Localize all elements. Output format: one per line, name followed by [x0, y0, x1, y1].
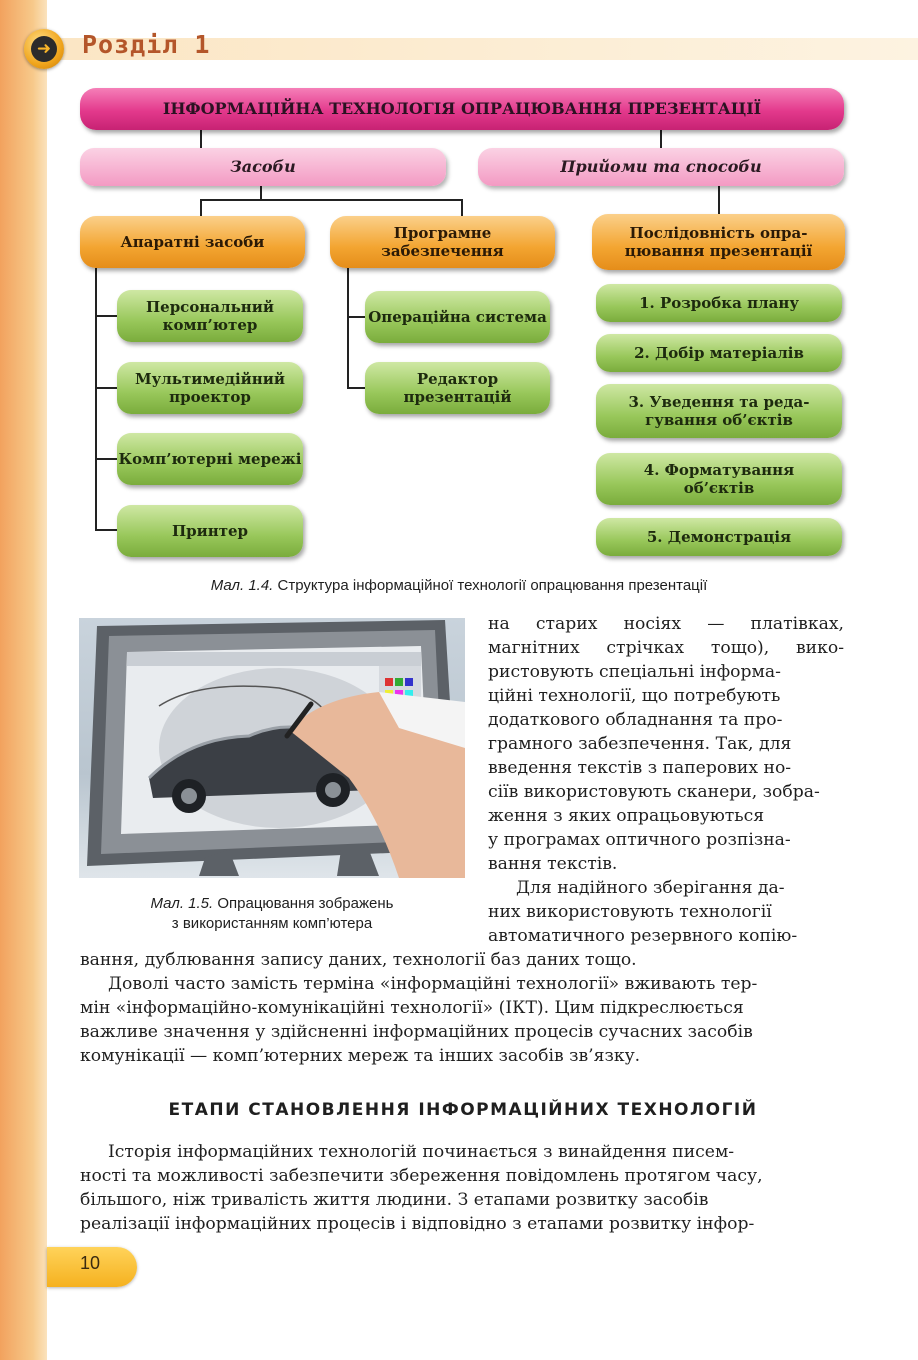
hardware-item: Комп’ютерні мережі — [117, 433, 303, 485]
connector — [260, 186, 262, 200]
figure-label: Мал. 1.4. — [210, 577, 274, 594]
group-tools: Засоби — [80, 148, 446, 186]
software-title-line2: забезпечення — [381, 242, 504, 260]
hardware-title: Апаратні засоби — [80, 216, 305, 268]
pen-display-photo — [79, 618, 465, 878]
pen-display-illustration — [79, 618, 465, 878]
connector — [200, 199, 462, 201]
text-line: ності та можливості забезпечити збереження повідомлень протягом часу, — [80, 1166, 763, 1186]
section-title: Розділ 1 — [82, 30, 211, 59]
figure-caption-1-4 — [0, 577, 918, 594]
text-line: вання текстів. — [488, 854, 618, 874]
sequence-title-line2: цювання презентації — [624, 242, 813, 260]
full-width-text-1 — [80, 948, 846, 1068]
text-line: грамного забезпечення. Так, для — [488, 734, 792, 754]
text-line: сіїв використовують сканери, зобра- — [488, 782, 820, 802]
software-item: Операційна система — [365, 291, 550, 343]
connector — [95, 458, 117, 460]
sequence-step: 5. Демонстрація — [596, 518, 842, 556]
text-line: них використовують технології — [488, 902, 772, 922]
text-line: у програмах оптичного розпізна- — [488, 830, 791, 850]
text-line: ження з яких опрацьовуються — [488, 806, 765, 826]
sequence-title — [592, 214, 845, 270]
figure-label: Мал. 1.5. — [150, 895, 214, 912]
text-line: вання, дублювання запису даних, технології баз даних тощо. — [80, 950, 637, 970]
connector — [95, 529, 117, 531]
hardware-item: Мультимедійний проектор — [117, 362, 303, 414]
connector — [660, 128, 662, 148]
diagram-title: ІНФОРМАЦІЙНА ТЕХНОЛОГІЯ ОПРАЦЮВАННЯ ПРЕЗЕНТАЦІЇ — [80, 88, 844, 130]
figure-caption-1-5 — [79, 894, 465, 934]
text-line: на старих носіях — платівках, — [488, 614, 844, 634]
right-column-text — [488, 612, 844, 948]
connector — [347, 387, 365, 389]
connector — [718, 186, 720, 214]
text-line: додаткового обладнання та про- — [488, 710, 783, 730]
text-line: мін «інформаційно-комунікаційні технології» (ІКТ). Цим підкреслюється — [80, 998, 744, 1018]
connector — [200, 199, 202, 217]
software-item: Редактор презентацій — [365, 362, 550, 414]
full-width-text-2 — [80, 1140, 846, 1236]
software-title-line1: Програмне — [393, 224, 492, 242]
software-title — [330, 216, 555, 268]
sequence-step: 4. Форматування об’єктів — [596, 453, 842, 505]
section-heading: ЕТАПИ СТАНОВЛЕННЯ ІНФОРМАЦІЙНИХ ТЕХНОЛОГІЙ — [168, 1100, 758, 1120]
side-color-strip — [0, 0, 47, 1360]
text-line: Історія інформаційних технологій починається з винайдення писем- — [108, 1142, 735, 1162]
sequence-title-line1: Послідовність опра- — [629, 224, 808, 242]
arrow-right-icon: ➜ — [24, 29, 64, 69]
text-line: комунікації — комп’ютерних мереж та інших засобів зв’язку. — [80, 1046, 641, 1066]
figure-text: з використанням комп’ютера — [171, 915, 373, 932]
connector — [95, 387, 117, 389]
sequence-step: 2. Добір матеріалів — [596, 334, 842, 372]
connector — [95, 268, 97, 530]
text-line: магнітних стрічках тощо), вико- — [488, 638, 844, 658]
text-line: Для надійного зберігання да- — [516, 878, 785, 898]
page-number: 10 — [80, 1253, 101, 1273]
hardware-item: Принтер — [117, 505, 303, 557]
text-line: автоматичного резервного копію- — [488, 926, 798, 946]
figure-text: Опрацювання зображень — [213, 895, 394, 912]
sequence-step: 3. Уведення та реда-гування об’єктів — [596, 384, 842, 438]
text-line: більшого, ніж тривалість життя людини. З етапами розвитку засобів — [80, 1190, 709, 1210]
text-line: важливе значення у здійсненні інформаційних процесів сучасних засобів — [80, 1022, 753, 1042]
connector — [347, 316, 365, 318]
text-line: реалізації інформаційних процесів і відповідно з етапами розвитку інфор- — [80, 1214, 755, 1234]
text-line: ційні технології, що потребують — [488, 686, 781, 706]
sequence-step: 1. Розробка плану — [596, 284, 842, 322]
group-techniques: Прийоми та способи — [478, 148, 844, 186]
connector — [95, 315, 117, 317]
figure-text: Структура інформаційної технології опрацювання презентації — [273, 577, 708, 594]
text-line: введення текстів з паперових но- — [488, 758, 792, 778]
text-line: Доволі часто замість терміна «інформаційні технології» вживають тер- — [108, 974, 758, 994]
text-line: ристовують спеціальні інформа- — [488, 662, 781, 682]
hardware-item: Персональний комп’ютер — [117, 290, 303, 342]
connector — [461, 199, 463, 217]
connector — [347, 268, 349, 388]
connector — [200, 128, 202, 148]
